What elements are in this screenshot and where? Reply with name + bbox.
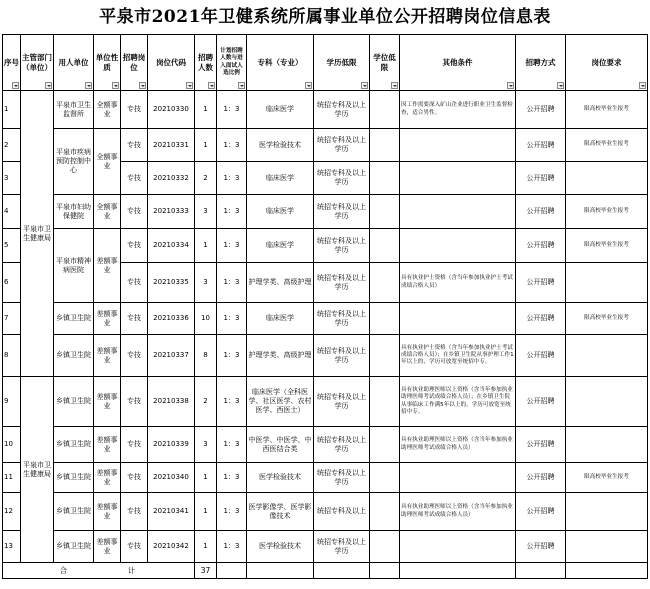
- cell-seq: 3: [3, 162, 21, 195]
- cell-ratio: 1：3: [217, 195, 247, 229]
- cell-major: 护理学类、高级护理: [247, 335, 314, 377]
- filter-dropdown-icon[interactable]: [639, 82, 646, 89]
- table-row: [3, 427, 648, 463]
- cell-count: 1: [195, 463, 217, 493]
- cell-method: 公开招聘: [516, 162, 566, 195]
- cell-seq: 13: [3, 531, 21, 563]
- header-nature: 单位性质: [94, 35, 121, 91]
- cell-degree: [370, 463, 400, 493]
- cell-post: 专技: [121, 162, 148, 195]
- cell-method: 公开招聘: [516, 493, 566, 531]
- cell-post: 专技: [121, 427, 148, 463]
- cell-other: [400, 531, 516, 563]
- table-row: [3, 463, 648, 493]
- cell-count: 1: [195, 531, 217, 563]
- cell-req: [566, 531, 648, 563]
- cell-nature: 差额事业: [94, 531, 121, 563]
- header-req: 岗位要求: [566, 35, 648, 91]
- table-row: [3, 195, 648, 229]
- cell-edu: 统招专科及以上学历: [314, 303, 370, 335]
- cell-req: [566, 377, 648, 427]
- cell-unit: 平泉市精神病医院: [54, 229, 94, 303]
- cell-count: 2: [195, 377, 217, 427]
- cell-nature: 全额事业: [94, 129, 121, 195]
- cell-method: 公开招聘: [516, 91, 566, 129]
- cell-nature: 差额事业: [94, 493, 121, 531]
- cell-unit: 乡镇卫生院: [54, 335, 94, 377]
- header-edu: 学历低限: [314, 35, 370, 91]
- cell-req: [566, 263, 648, 303]
- cell-edu: 统招专科及以上学历: [314, 229, 370, 263]
- table-row: [3, 531, 648, 563]
- header-seq: 序号: [3, 35, 21, 91]
- header-count: 招聘人数: [195, 35, 217, 91]
- total-empty: [400, 563, 516, 579]
- cell-count: 3: [195, 263, 217, 303]
- cell-edu: 统招专科及以上学历: [314, 427, 370, 463]
- cell-edu: 统招专科及以上: [314, 493, 370, 531]
- cell-unit: 乡镇卫生院: [54, 531, 94, 563]
- header-dept: 主管部门（单位）: [21, 35, 54, 91]
- cell-edu: 统招专科及以上学历: [314, 195, 370, 229]
- cell-seq: 10: [3, 427, 21, 463]
- cell-code: 20210331: [148, 129, 195, 162]
- cell-ratio: 1：3: [217, 303, 247, 335]
- cell-req: 限高校毕业生报考: [566, 303, 648, 335]
- cell-count: 1: [195, 91, 217, 129]
- cell-other: [400, 463, 516, 493]
- filter-dropdown-icon[interactable]: [186, 82, 193, 89]
- filter-dropdown-icon[interactable]: [361, 82, 368, 89]
- cell-ratio: 1：3: [217, 463, 247, 493]
- header-code: 岗位代码: [148, 35, 195, 91]
- cell-edu: 统招专科及以上学历: [314, 129, 370, 162]
- cell-major: 医学影像学、医学影像技术: [247, 493, 314, 531]
- table-row: [3, 91, 648, 129]
- cell-post: 专技: [121, 377, 148, 427]
- header-method: 招聘方式: [516, 35, 566, 91]
- cell-seq: 6: [3, 263, 21, 303]
- cell-method: 公开招聘: [516, 129, 566, 162]
- header-other: 其他条件: [400, 35, 516, 91]
- total-empty: [314, 563, 370, 579]
- cell-post: 专技: [121, 463, 148, 493]
- cell-unit: 平泉市疾病预防控制中心: [54, 129, 94, 195]
- cell-major: 医学检验技术: [247, 531, 314, 563]
- cell-degree: [370, 377, 400, 427]
- cell-code: 20210334: [148, 229, 195, 263]
- cell-degree: [370, 129, 400, 162]
- cell-dept: 平泉市卫生健康局: [21, 377, 54, 563]
- cell-ratio: 1：3: [217, 263, 247, 303]
- cell-seq: 12: [3, 493, 21, 531]
- filter-dropdown-icon[interactable]: [305, 82, 312, 89]
- cell-count: 2: [195, 162, 217, 195]
- cell-req: 限高校毕业生报考: [566, 129, 648, 162]
- total-empty: [247, 563, 314, 579]
- cell-seq: 8: [3, 335, 21, 377]
- cell-count: 3: [195, 195, 217, 229]
- cell-req: [566, 427, 648, 463]
- cell-code: 20210340: [148, 463, 195, 493]
- cell-major: 临床医学（全科医学、社区医学、农村医学、西医士）: [247, 377, 314, 427]
- cell-method: 公开招聘: [516, 263, 566, 303]
- cell-seq: 1: [3, 91, 21, 129]
- cell-code: 20210342: [148, 531, 195, 563]
- cell-code: 20210336: [148, 303, 195, 335]
- cell-other: [400, 303, 516, 335]
- cell-req: 限高校毕业生报考: [566, 229, 648, 263]
- cell-major: 医学检验技术: [247, 463, 314, 493]
- filter-dropdown-icon[interactable]: [208, 82, 215, 89]
- cell-ratio: 1：3: [217, 531, 247, 563]
- cell-degree: [370, 335, 400, 377]
- cell-major: 临床医学: [247, 91, 314, 129]
- cell-ratio: 1：3: [217, 335, 247, 377]
- cell-major: 临床医学: [247, 195, 314, 229]
- total-empty: [566, 563, 648, 579]
- cell-other: [400, 229, 516, 263]
- table-row: [3, 335, 648, 377]
- header-major: 专科（专业）: [247, 35, 314, 91]
- cell-nature: 差额事业: [94, 335, 121, 377]
- cell-unit: 平泉市卫生监督所: [54, 91, 94, 129]
- cell-count: 3: [195, 427, 217, 463]
- cell-nature: 全额事业: [94, 195, 121, 229]
- page-title: 平泉市2021年卫健系统所属事业单位公开招聘岗位信息表: [99, 7, 551, 27]
- cell-edu: 统招专科及以上学历: [314, 463, 370, 493]
- cell-post: 专技: [121, 263, 148, 303]
- cell-unit: 乡镇卫生院: [54, 427, 94, 463]
- table-row: [3, 377, 648, 427]
- cell-req: [566, 493, 648, 531]
- cell-dept: 平泉市卫生健康局: [21, 91, 54, 377]
- cell-major: 临床医学: [247, 229, 314, 263]
- filter-dropdown-icon[interactable]: [112, 82, 119, 89]
- cell-ratio: 1：3: [217, 129, 247, 162]
- total-empty: [217, 563, 247, 579]
- cell-degree: [370, 263, 400, 303]
- cell-degree: [370, 303, 400, 335]
- cell-degree: [370, 162, 400, 195]
- cell-nature: 差额事业: [94, 229, 121, 303]
- cell-code: 20210333: [148, 195, 195, 229]
- cell-post: 专技: [121, 195, 148, 229]
- table-row: [3, 229, 648, 263]
- cell-method: 公开招聘: [516, 335, 566, 377]
- filter-dropdown-icon[interactable]: [45, 82, 52, 89]
- cell-code: 20210330: [148, 91, 195, 129]
- cell-method: 公开招聘: [516, 377, 566, 427]
- cell-code: 20210339: [148, 427, 195, 463]
- cell-method: 公开招聘: [516, 303, 566, 335]
- cell-seq: 7: [3, 303, 21, 335]
- filter-dropdown-icon[interactable]: [507, 82, 514, 89]
- header-post-type: 招聘岗位: [121, 35, 148, 91]
- cell-method: 公开招聘: [516, 229, 566, 263]
- recruitment-table: [2, 34, 648, 579]
- cell-ratio: 1：3: [217, 427, 247, 463]
- cell-post: 专技: [121, 303, 148, 335]
- cell-unit: 乡镇卫生院: [54, 303, 94, 335]
- cell-other: 具有执业助理医师以上资格（含当年参加执业助理医师考试成绩合格人员）；在乡镇卫生院从事临床工作满5年以上的，学历可放宽至统招中专。: [400, 377, 516, 427]
- cell-nature: 差额事业: [94, 303, 121, 335]
- cell-count: 1: [195, 493, 217, 531]
- cell-other: 具有执业助理医师以上资格（含当年参加执业助理医师考试成绩合格人员）: [400, 427, 516, 463]
- cell-seq: 11: [3, 463, 21, 493]
- cell-count: 8: [195, 335, 217, 377]
- cell-edu: 统招专科及以上学历: [314, 91, 370, 129]
- filter-dropdown-icon[interactable]: [557, 82, 564, 89]
- cell-other: [400, 195, 516, 229]
- total-label-a: 合: [59, 565, 70, 575]
- cell-count: 10: [195, 303, 217, 335]
- cell-other: 具有执业助理医师以上资格（含当年参加执业助理医师考试成绩合格人员）: [400, 493, 516, 531]
- cell-method: 公开招聘: [516, 427, 566, 463]
- cell-post: 专技: [121, 531, 148, 563]
- table-row: [3, 303, 648, 335]
- cell-seq: 4: [3, 195, 21, 229]
- total-empty: [516, 563, 566, 579]
- cell-unit: 乡镇卫生院: [54, 463, 94, 493]
- cell-other: [400, 129, 516, 162]
- cell-post: 专技: [121, 129, 148, 162]
- cell-major: 临床医学: [247, 303, 314, 335]
- cell-post: 专技: [121, 493, 148, 531]
- cell-nature: 差额事业: [94, 427, 121, 463]
- cell-degree: [370, 91, 400, 129]
- cell-req: 限高校毕业生报考: [566, 91, 648, 129]
- cell-unit: 乡镇卫生院: [54, 377, 94, 427]
- cell-edu: 统招专科及以上学历: [314, 263, 370, 303]
- cell-req: 限高校毕业生报考: [566, 463, 648, 493]
- cell-seq: 2: [3, 129, 21, 162]
- cell-ratio: 1：3: [217, 493, 247, 531]
- filter-dropdown-icon[interactable]: [139, 82, 146, 89]
- cell-nature: 差额事业: [94, 463, 121, 493]
- cell-nature: 全额事业: [94, 91, 121, 129]
- cell-code: 20210341: [148, 493, 195, 531]
- total-label: [3, 563, 195, 579]
- cell-edu: 统招专科及以上学历: [314, 531, 370, 563]
- cell-count: 1: [195, 129, 217, 162]
- header-unit: 用人单位: [54, 35, 94, 91]
- cell-other: 具有执业护士资格（含当年参加执业护士考试成绩合格人员）；在乡镇卫生院从事护理工作1年以上的，学历可放宽至统招中专。: [400, 335, 516, 377]
- cell-post: 专技: [121, 229, 148, 263]
- cell-degree: [370, 427, 400, 463]
- cell-unit: 平泉市妇幼保健院: [54, 195, 94, 229]
- table-row: [3, 129, 648, 162]
- total-count: 37: [195, 563, 217, 579]
- cell-major: 临床医学: [247, 162, 314, 195]
- cell-edu: 统招专科及以上学历: [314, 377, 370, 427]
- filter-dropdown-icon[interactable]: [85, 82, 92, 89]
- filter-dropdown-icon[interactable]: [238, 82, 245, 89]
- cell-count: 1: [195, 229, 217, 263]
- cell-seq: 5: [3, 229, 21, 263]
- cell-major: 中医学、中医学、中西医结合类: [247, 427, 314, 463]
- cell-method: 公开招聘: [516, 463, 566, 493]
- header-row: [3, 35, 648, 91]
- cell-degree: [370, 493, 400, 531]
- cell-ratio: 1：3: [217, 377, 247, 427]
- cell-other: 因工作需要深入矿山企业进行职业卫生监督检查，适合男性。: [400, 91, 516, 129]
- cell-edu: 统招专科及以上学历: [314, 335, 370, 377]
- cell-code: 20210338: [148, 377, 195, 427]
- cell-ratio: 1：3: [217, 91, 247, 129]
- cell-req: [566, 162, 648, 195]
- cell-major: 医学检验技术: [247, 129, 314, 162]
- cell-code: 20210332: [148, 162, 195, 195]
- cell-degree: [370, 195, 400, 229]
- total-label-b: 计: [127, 565, 138, 575]
- cell-method: 公开招聘: [516, 531, 566, 563]
- cell-post: 专技: [121, 335, 148, 377]
- cell-nature: 差额事业: [94, 377, 121, 427]
- cell-edu: 统招专科及以上学历: [314, 162, 370, 195]
- cell-req: 限高校毕业生报考: [566, 195, 648, 229]
- filter-dropdown-icon[interactable]: [391, 82, 398, 89]
- total-row: [3, 563, 648, 579]
- cell-unit: 乡镇卫生院: [54, 493, 94, 531]
- cell-other: 具有执业护士资格（含当年参加执业护士考试成绩合格人员）: [400, 263, 516, 303]
- cell-degree: [370, 229, 400, 263]
- cell-method: 公开招聘: [516, 195, 566, 229]
- header-degree: 学位低限: [370, 35, 400, 91]
- cell-degree: [370, 531, 400, 563]
- cell-code: 20210335: [148, 263, 195, 303]
- cell-req: [566, 335, 648, 377]
- filter-dropdown-icon[interactable]: [12, 82, 19, 89]
- header-ratio: 计划招聘人数与进入面试人选比例: [217, 35, 247, 91]
- cell-other: [400, 162, 516, 195]
- cell-ratio: 1：3: [217, 229, 247, 263]
- total-empty: [370, 563, 400, 579]
- cell-code: 20210337: [148, 335, 195, 377]
- cell-seq: 9: [3, 377, 21, 427]
- table-row: [3, 493, 648, 531]
- cell-ratio: 1：3: [217, 162, 247, 195]
- cell-major: 护理学类、高级护理: [247, 263, 314, 303]
- cell-post: 专技: [121, 91, 148, 129]
